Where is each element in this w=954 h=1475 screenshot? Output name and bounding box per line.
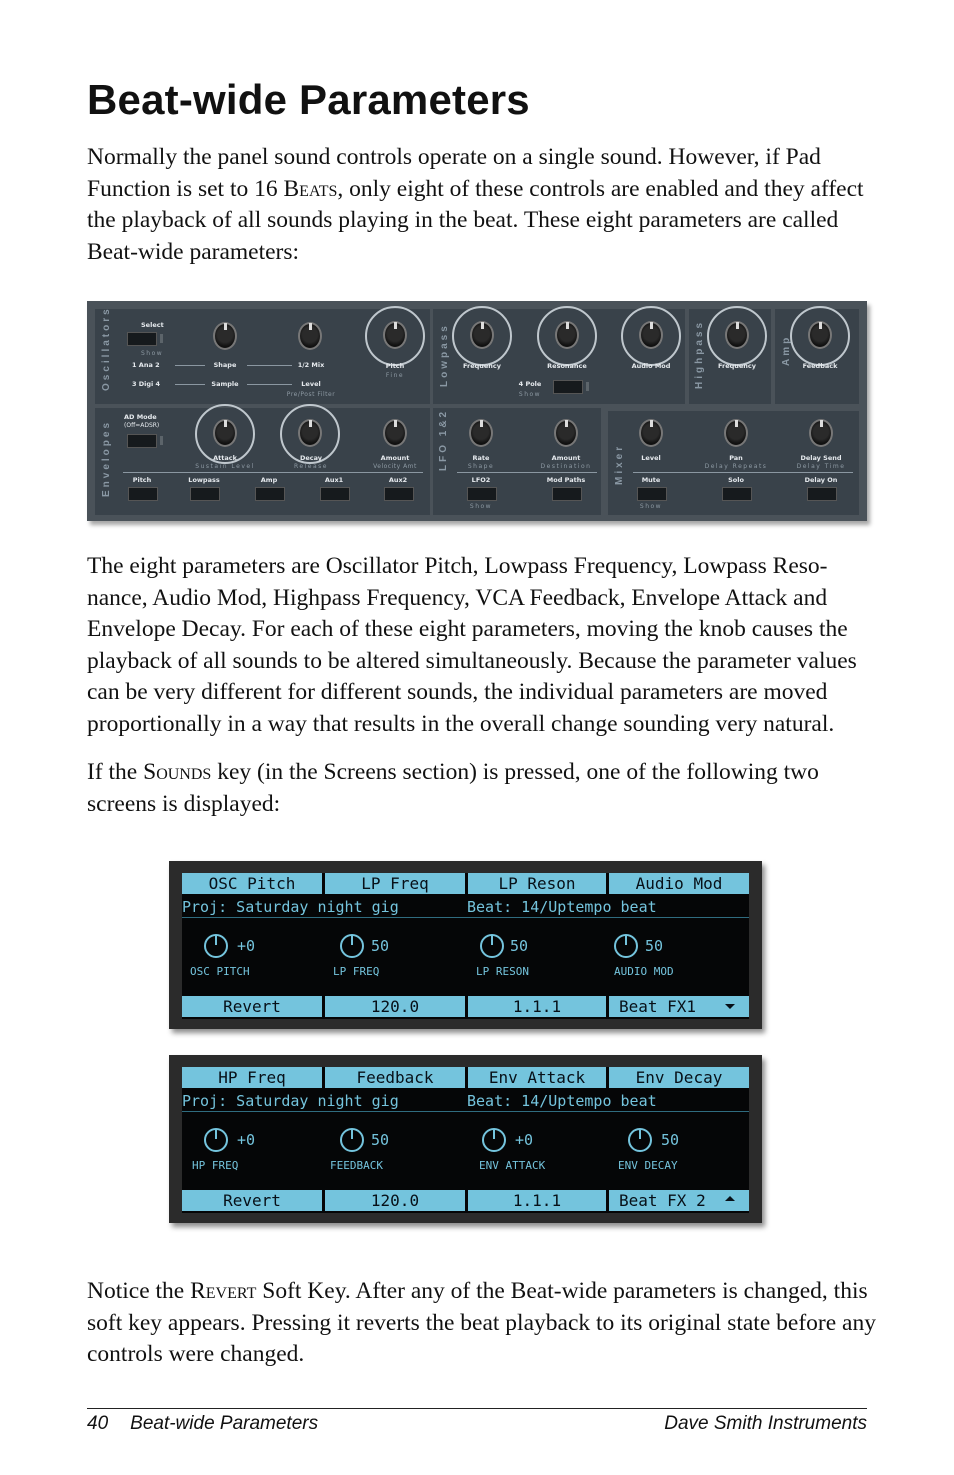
revert-paragraph bbox=[87, 1276, 877, 1371]
env-decay-label: Decay bbox=[299, 454, 323, 462]
lp-audio-mod-knob[interactable] bbox=[639, 321, 663, 349]
env-amount-label: Amount bbox=[380, 454, 410, 462]
osc-shape-label: Shape bbox=[213, 361, 237, 369]
led bbox=[160, 436, 163, 445]
param-name: ENV DECAY bbox=[618, 1159, 678, 1172]
mixer-solo-button[interactable] bbox=[722, 487, 752, 501]
led bbox=[160, 334, 163, 343]
mixer-label: Mixer bbox=[614, 443, 625, 485]
tab-env-decay[interactable]: Env Decay bbox=[609, 1067, 749, 1088]
osc-prepost-label: Pre/Post Filter bbox=[286, 391, 336, 398]
osc-pitch-dial-icon[interactable] bbox=[204, 934, 228, 958]
tab-env-attack[interactable]: Env Attack bbox=[468, 1067, 606, 1088]
mixer-delay-on-label: Delay On bbox=[804, 476, 838, 484]
intro-text-b: , only eight of these controls are enabled and they affect the playback of all sounds playing in the beat. These eight parameters are called Beat-wide parameters: bbox=[87, 175, 864, 265]
env-pitch-label: Pitch bbox=[132, 476, 152, 484]
param-value: 50 bbox=[645, 937, 664, 955]
env-lowpass-button[interactable] bbox=[190, 487, 220, 501]
lp-resonance-knob[interactable] bbox=[555, 321, 579, 349]
project-name: Proj: Saturday night gig bbox=[182, 898, 399, 916]
env-ad-mode-button[interactable] bbox=[127, 434, 157, 448]
env-aux2-label: Aux2 bbox=[388, 476, 408, 484]
param-name: AUDIO MOD bbox=[614, 965, 674, 978]
mixer-solo-label: Solo bbox=[728, 476, 744, 484]
env-amp-label: Amp bbox=[260, 476, 278, 484]
footer-section: Beat-wide Parameters bbox=[130, 1413, 319, 1434]
lfo-show-label: Show bbox=[469, 503, 493, 510]
osc-pitch-label: Pitch bbox=[385, 362, 405, 370]
osc-pitch-knob[interactable] bbox=[383, 321, 407, 349]
param-value: 50 bbox=[661, 1131, 680, 1149]
softkey-revert[interactable]: Revert bbox=[182, 996, 322, 1017]
revert-keyword: Revert bbox=[190, 1278, 257, 1304]
footer-left bbox=[87, 1413, 318, 1435]
mixer-level-knob[interactable] bbox=[639, 419, 663, 447]
mixer-mute-button[interactable] bbox=[637, 487, 667, 501]
info-bar bbox=[182, 897, 749, 918]
env-aux1-button[interactable] bbox=[320, 487, 350, 501]
front-panel-illustration bbox=[87, 301, 867, 521]
param-value: 50 bbox=[371, 1131, 390, 1149]
lcd-screen-1 bbox=[169, 861, 762, 1029]
amp-label: Amp bbox=[781, 334, 792, 366]
sounds-key-paragraph bbox=[87, 757, 877, 820]
tab-osc-pitch[interactable]: OSC Pitch bbox=[182, 873, 322, 894]
lp-4pole-label: 4 Pole bbox=[518, 380, 542, 388]
lp-freq-dial-icon[interactable] bbox=[340, 934, 364, 958]
param-value: 50 bbox=[510, 937, 529, 955]
intro-text-a: Normally the panel sound controls operate on a single sound. However, if Pad Function is set to 16 bbox=[87, 144, 821, 202]
beat-name: Beat: 14/Uptempo beat bbox=[467, 1092, 657, 1110]
sounds-text-a: If the bbox=[87, 759, 144, 785]
page-footer bbox=[87, 1408, 867, 1435]
param-name: ENV ATTACK bbox=[479, 1159, 546, 1172]
hp-frequency-label: Frequency bbox=[717, 362, 757, 370]
highpass-label: Highpass bbox=[694, 319, 705, 389]
mixer-delay-time-label: Delay Time bbox=[796, 463, 846, 470]
led bbox=[586, 382, 589, 391]
env-attack-label: Attack bbox=[213, 454, 237, 462]
softkey-beat-fx-label: Beat FX1 bbox=[619, 997, 697, 1016]
env-ad-mode-label: AD Mode bbox=[124, 413, 157, 421]
mixer-level-label: Level bbox=[641, 454, 661, 462]
softkey-tempo[interactable]: 120.0 bbox=[325, 996, 465, 1017]
softkey-tempo[interactable]: 120.0 bbox=[325, 1190, 465, 1211]
softkey-position[interactable]: 1.1.1 bbox=[468, 996, 606, 1017]
lfo-rate-label: Rate bbox=[472, 454, 490, 462]
lcd-screen-2 bbox=[169, 1055, 762, 1223]
audio-mod-dial-icon[interactable] bbox=[614, 934, 638, 958]
lfo-amount-knob[interactable] bbox=[554, 419, 578, 447]
osc-sample-label: Sample bbox=[211, 380, 239, 388]
revert-text-b: Soft Key. After any of the Beat-wide parameters is changed, this soft key appears. Pressing it reverts the beat playback to its original state before any controls were changed. bbox=[87, 1278, 876, 1367]
lfo-shape-label: Shape bbox=[467, 463, 495, 470]
parameters-paragraph: The eight parameters are Oscillator Pitch, Lowpass Frequency, Lowpass Reso-nance, Audio Mod, Highpass Frequency, VCA Feedback, Envelope Attack and Envelope Decay. For each of these eight parameters, moving the knob causes the playback of all sounds to be altered simultaneously. Because the parameter values can be very different for different sounds, the individual parameters are moved proportionally in a way that results in the overall change sounding very natural. bbox=[87, 553, 857, 737]
mixer-mute-label: Mute bbox=[641, 476, 661, 484]
softkey-beat-fx[interactable] bbox=[609, 996, 749, 1017]
env-sustain-label: Sustain Level bbox=[195, 463, 255, 470]
lp-audio-mod-label: Audio Mod bbox=[631, 362, 671, 370]
param-name: LP RESON bbox=[476, 965, 529, 978]
mod-paths-label: Mod Paths bbox=[546, 476, 586, 484]
env-amount-knob[interactable] bbox=[383, 419, 407, 447]
osc-select-button[interactable] bbox=[127, 332, 157, 346]
arrow-up-icon bbox=[725, 1196, 735, 1201]
mixer-delay-on-button[interactable] bbox=[807, 487, 837, 501]
mod-paths-button[interactable] bbox=[552, 487, 582, 501]
info-bar bbox=[182, 1091, 749, 1112]
env-velocity-label: Velocity Amt bbox=[373, 463, 417, 470]
sounds-text-b: key (in the Screens section) is pressed, one of the following two screens is displayed: bbox=[87, 759, 819, 817]
tab-audio-mod[interactable]: Audio Mod bbox=[609, 873, 749, 894]
intro-paragraph bbox=[87, 142, 877, 268]
param-value: +0 bbox=[515, 1131, 534, 1149]
sounds-keyword: Sounds bbox=[143, 759, 212, 785]
lfo-rate-knob[interactable] bbox=[469, 419, 493, 447]
osc-shape-knob[interactable] bbox=[213, 322, 237, 350]
beats-keyword: Beats bbox=[283, 175, 338, 202]
param-value: +0 bbox=[237, 937, 256, 955]
project-name: Proj: Saturday night gig bbox=[182, 1092, 399, 1110]
tab-lp-reson[interactable]: LP Reson bbox=[468, 873, 606, 894]
lfo2-button[interactable] bbox=[467, 487, 497, 501]
param-value: 50 bbox=[371, 937, 390, 955]
page-title: Beat-wide Parameters bbox=[87, 76, 530, 123]
lfo-amount-label: Amount bbox=[551, 454, 581, 462]
lfo2-label: LFO2 bbox=[471, 476, 491, 484]
env-decay-dial-icon[interactable] bbox=[628, 1128, 652, 1152]
env-lowpass-label: Lowpass bbox=[188, 476, 220, 484]
amp-feedback-label: Feedback bbox=[802, 362, 838, 370]
tab-hp-freq[interactable]: HP Freq bbox=[182, 1067, 322, 1088]
mixer-delay-send-knob[interactable] bbox=[809, 419, 833, 447]
arrow-down-icon bbox=[725, 1004, 735, 1009]
lfo-destination-label: Destination bbox=[540, 463, 592, 470]
softkey-beat-fx[interactable] bbox=[609, 1190, 749, 1211]
osc-fine-label: Fine bbox=[385, 372, 405, 379]
osc-mix-knob[interactable] bbox=[298, 322, 322, 350]
env-aux2-button[interactable] bbox=[384, 487, 414, 501]
revert-text-a: Notice the bbox=[87, 1278, 191, 1304]
osc-level-label: Level bbox=[301, 380, 321, 388]
env-amp-button[interactable] bbox=[255, 487, 285, 501]
env-release-label: Release bbox=[294, 463, 328, 470]
mixer-delay-send-label: Delay Send bbox=[800, 454, 842, 462]
envelopes-label: Envelopes bbox=[101, 419, 112, 497]
beat-name: Beat: 14/Uptempo beat bbox=[467, 898, 657, 916]
env-attack-dial-icon[interactable] bbox=[482, 1128, 506, 1152]
page-number: 40 bbox=[87, 1413, 109, 1434]
lp-frequency-knob[interactable] bbox=[470, 321, 494, 349]
tab-lp-freq[interactable]: LP Freq bbox=[325, 873, 465, 894]
lfo-label: LFO 1&2 bbox=[438, 408, 449, 471]
lp-resonance-label: Resonance bbox=[547, 362, 587, 370]
lowpass-label: Lowpass bbox=[439, 323, 450, 387]
env-pitch-button[interactable] bbox=[128, 487, 158, 501]
osc-digi-label: 3 Digi 4 bbox=[132, 380, 161, 388]
param-name: LP FREQ bbox=[333, 965, 380, 978]
lp-frequency-label: Frequency bbox=[462, 362, 502, 370]
softkey-beat-fx-label: Beat FX 2 bbox=[619, 1191, 706, 1210]
lp-show-label: Show bbox=[518, 391, 542, 398]
footer-company: Dave Smith Instruments bbox=[664, 1413, 867, 1434]
param-name: FEEDBACK bbox=[330, 1159, 383, 1172]
mixer-pan-knob[interactable] bbox=[724, 419, 748, 447]
param-value: +0 bbox=[237, 1131, 256, 1149]
hp-freq-dial-icon[interactable] bbox=[204, 1128, 228, 1152]
osc-show-label: Show bbox=[141, 350, 164, 357]
env-off-adsr-label: (Off=ADSR) bbox=[124, 422, 160, 429]
softkey-revert[interactable]: Revert bbox=[182, 1190, 322, 1211]
feedback-dial-icon[interactable] bbox=[340, 1128, 364, 1152]
osc-mix-label: 1/2 Mix bbox=[297, 361, 325, 369]
env-decay-knob[interactable] bbox=[298, 419, 322, 447]
hp-frequency-knob[interactable] bbox=[725, 321, 749, 349]
osc-select-label: Select bbox=[141, 321, 164, 329]
env-attack-knob[interactable] bbox=[213, 419, 237, 447]
tab-feedback[interactable]: Feedback bbox=[325, 1067, 465, 1088]
oscillators-label: Oscillators bbox=[101, 306, 112, 391]
param-name: HP FREQ bbox=[192, 1159, 239, 1172]
lp-reson-dial-icon[interactable] bbox=[480, 934, 504, 958]
lp-4pole-button[interactable] bbox=[553, 380, 583, 394]
mixer-show-label: Show bbox=[639, 503, 663, 510]
amp-feedback-knob[interactable] bbox=[808, 321, 832, 349]
osc-ana-label: 1 Ana 2 bbox=[132, 361, 160, 369]
mixer-delay-repeats-label: Delay Repeats bbox=[704, 463, 768, 470]
softkey-position[interactable]: 1.1.1 bbox=[468, 1190, 606, 1211]
param-name: OSC PITCH bbox=[190, 965, 250, 978]
mixer-pan-label: Pan bbox=[729, 454, 743, 462]
env-aux1-label: Aux1 bbox=[324, 476, 344, 484]
